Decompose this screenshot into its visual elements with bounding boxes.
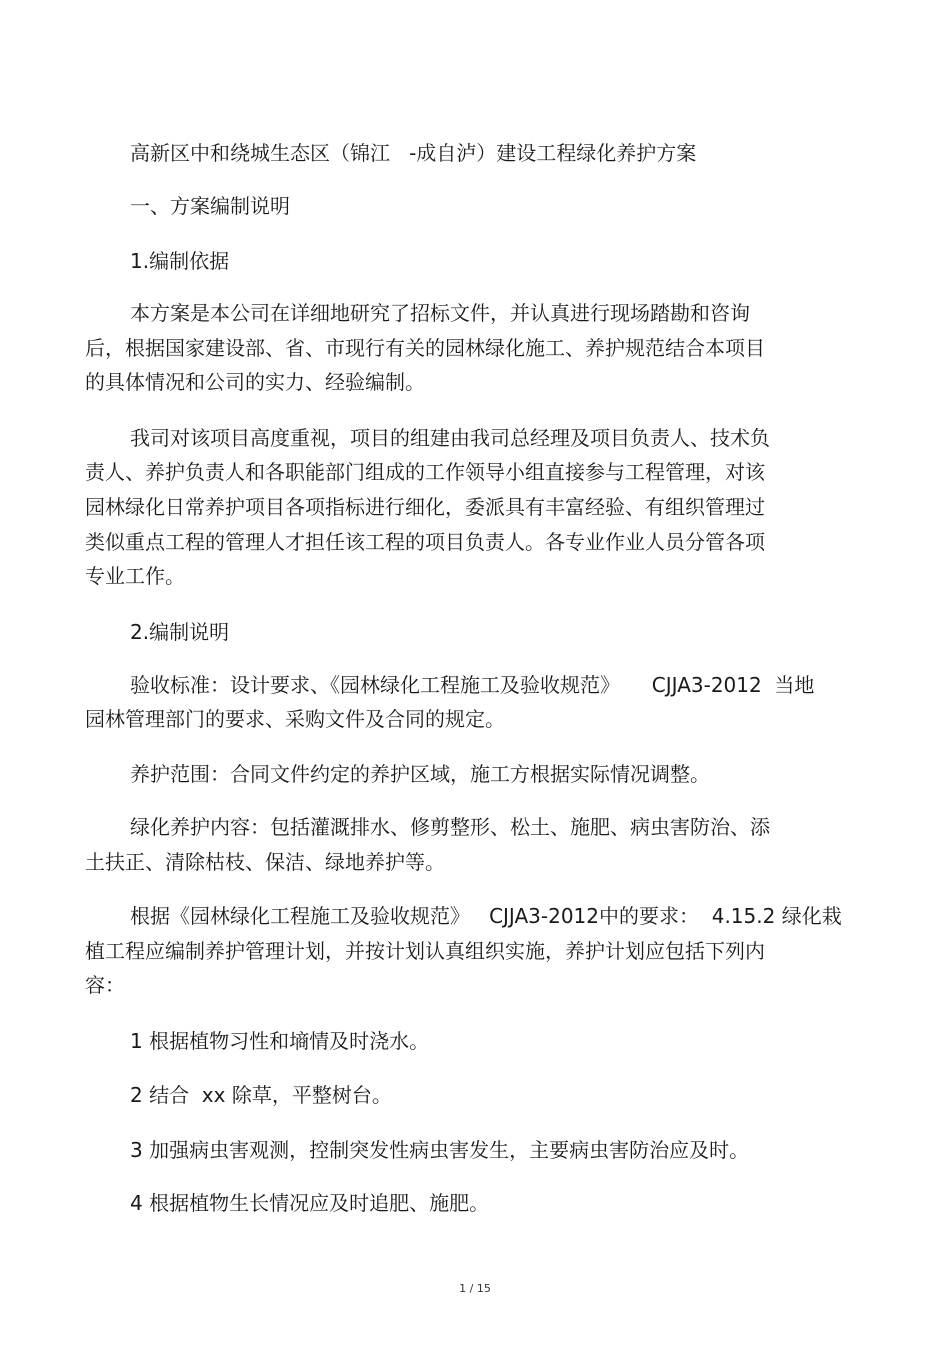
list-item: 4 根据植物生长情况应及时追肥、施肥。 [130, 1191, 490, 1215]
subsection-heading: 2.编制说明 [130, 620, 230, 644]
paragraph-scope: 养护范围：合同文件约定的养护区域，施工方根据实际情况调整。 [130, 762, 710, 786]
paragraph-line: 专业工作。 [85, 564, 185, 588]
paragraph-line: 我司对该项目高度重视，项目的组建由我司总经理及项目负责人、技术负 [130, 426, 770, 450]
paragraph-line: 绿化养护内容：包括灌溉排水、修剪整形、松土、施肥、病虫害防治、添 [130, 815, 770, 839]
document-title: 高新区中和绕城生态区（锦江 -成自泸）建设工程绿化养护方案 [130, 141, 697, 165]
paragraph-line: 的具体情况和公司的实力、经验编制。 [85, 370, 425, 394]
paragraph-line: 后，根据国家建设部、省、市现行有关的园林绿化施工、养护规范结合本项目 [85, 336, 765, 360]
paragraph-line: 园林绿化日常养护项目各项指标进行细化，委派具有丰富经验、有组织管理过 [85, 495, 765, 519]
paragraph-line: 类似重点工程的管理人才担任该工程的项目负责人。各专业作业人员分管各项 [85, 530, 765, 554]
paragraph-line: 植工程应编制养护管理计划，并按计划认真组织实施，养护计划应包括下列内 [85, 939, 765, 963]
page-number: 1 / 15 [459, 1282, 491, 1295]
paragraph-line: 验收标准：设计要求、《园林绿化工程施工及验收规范》 CJJA3-2012 当地 [130, 673, 815, 697]
list-item: 1 根据植物习性和墒情及时浇水。 [130, 1029, 430, 1053]
list-item: 3 加强病虫害观测，控制突发性病虫害发生，主要病虫害防治应及时。 [130, 1138, 750, 1162]
list-item: 2 结合 xx 除草，平整树台。 [130, 1083, 392, 1107]
paragraph-line: 土扶正、清除枯枝、保洁、绿地养护等。 [85, 850, 445, 874]
paragraph-line: 容： [85, 973, 125, 997]
subsection-heading: 1.编制依据 [130, 249, 230, 273]
paragraph-line: 园林管理部门的要求、采购文件及合同的规定。 [85, 707, 505, 731]
paragraph-line: 责人、养护负责人和各职能部门组成的工作领导小组直接参与工程管理，对该 [85, 460, 765, 484]
paragraph-line: 根据《园林绿化工程施工及验收规范》 CJJA3-2012中的要求： 4.15.2 绿化栽 [130, 904, 842, 928]
section-heading: 一、方案编制说明 [130, 194, 290, 218]
paragraph-line: 本方案是本公司在详细地研究了招标文件，并认真进行现场踏勘和咨询 [130, 301, 750, 325]
